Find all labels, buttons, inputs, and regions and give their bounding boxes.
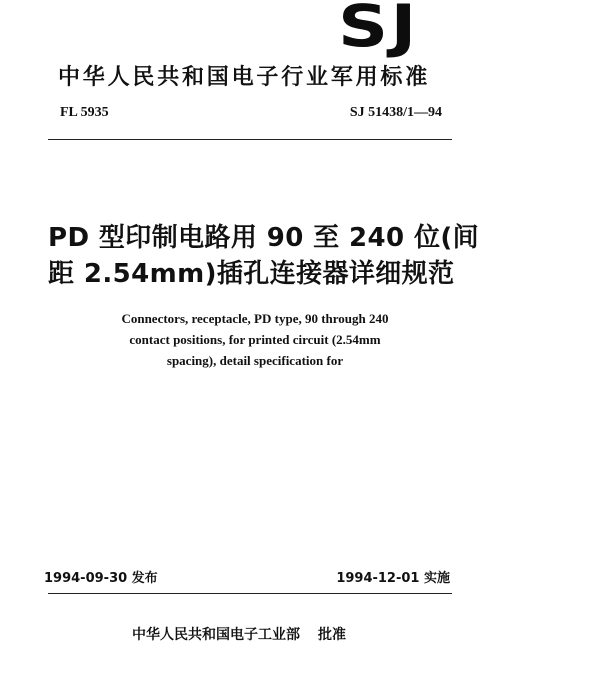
issue-date: 1994-09-30 发布 [44, 571, 158, 586]
classification-code: FL 5935 [60, 105, 109, 120]
implementation-date: 1994-12-01 实施 [336, 571, 450, 586]
chinese-title-line-2: 距 2.54mm)插孔连接器详细规范 [48, 259, 455, 289]
bottom-divider [48, 593, 452, 594]
english-title-line-2: contact positions, for printed circuit (2.54mm [129, 332, 381, 347]
sj-logo: SJ [338, 0, 419, 60]
english-title [90, 308, 420, 371]
english-title-line-1: Connectors, receptacle, PD type, 90 through 240 [121, 311, 389, 326]
approving-authority: 中华人民共和国电子工业部 [132, 627, 300, 643]
chinese-title-line-1: PD 型印制电路用 90 至 240 位(间 [48, 223, 480, 253]
english-title-line-3: spacing), detail specification for [166, 353, 344, 368]
approval-action: 批准 [318, 627, 346, 643]
standard-number: SJ 51438/1—94 [349, 105, 442, 120]
chinese-title [48, 220, 480, 292]
approval-line [132, 625, 346, 645]
industry-standard-name: 中华人民共和国电子行业军用标准 [58, 65, 431, 90]
top-divider [48, 139, 452, 140]
